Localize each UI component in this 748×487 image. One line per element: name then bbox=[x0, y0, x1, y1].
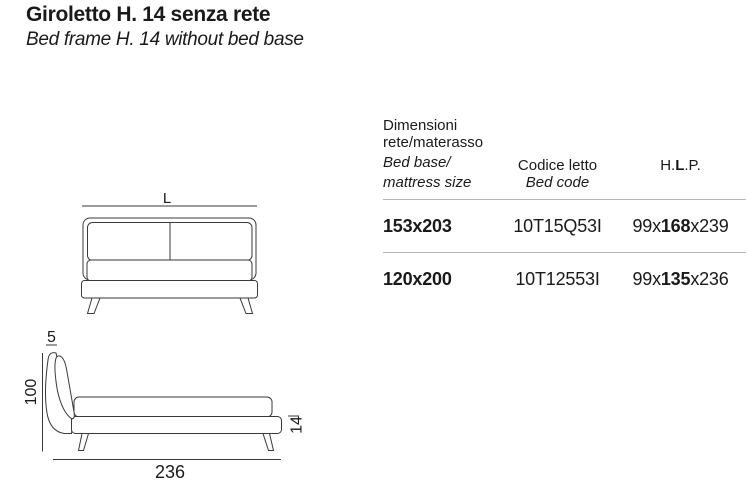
header-dimensions-line2: rete/materasso bbox=[383, 134, 484, 151]
header-bed-code-sub: Bed code bbox=[525, 174, 590, 191]
spec-table bbox=[383, 106, 746, 305]
mattress-side bbox=[74, 397, 272, 417]
frame-height-label: 14 bbox=[288, 416, 306, 434]
front-left-leg bbox=[88, 298, 101, 314]
side-left-leg bbox=[79, 434, 89, 451]
row-hlp-bold: 135 bbox=[660, 268, 691, 289]
side-right-leg bbox=[263, 434, 274, 451]
row-hlp-post: x239 bbox=[690, 215, 729, 236]
bed-side-view-drawing bbox=[18, 322, 310, 487]
header-dimensions-line1: Dimensioni bbox=[383, 117, 458, 134]
base-frame-front bbox=[82, 281, 258, 299]
row-hlp-pre: 99x bbox=[632, 215, 661, 236]
header-hlp bbox=[615, 157, 746, 191]
header-dimensions-line4: mattress size bbox=[383, 174, 472, 191]
row-hlp bbox=[615, 216, 746, 237]
table-row bbox=[383, 253, 746, 305]
page-subtitle: Bed frame H. 14 without bed base bbox=[26, 29, 304, 50]
header-bed-code bbox=[500, 157, 615, 191]
row-code: 10T12553I bbox=[515, 268, 600, 289]
row-hlp-pre: 99x bbox=[632, 268, 661, 289]
row-hlp-bold: 168 bbox=[660, 215, 691, 236]
base-frame-side bbox=[72, 417, 282, 434]
header-bed-code-main: Codice letto bbox=[517, 157, 598, 174]
header-hlp-pre: H. bbox=[660, 157, 676, 174]
table-header bbox=[383, 106, 746, 199]
row-hlp-post: x236 bbox=[690, 268, 729, 289]
mattress-front bbox=[87, 260, 252, 281]
header-dimensions-line3: Bed base/ bbox=[383, 154, 451, 171]
front-right-leg bbox=[240, 298, 253, 314]
bed-front-view-drawing bbox=[55, 185, 270, 320]
table-row bbox=[383, 200, 746, 252]
headboard-thickness-label: 5 bbox=[47, 329, 56, 346]
header-dimensions bbox=[383, 117, 500, 191]
header-hlp-bold: L bbox=[675, 157, 685, 174]
front-width-label: L bbox=[162, 190, 172, 207]
row-code: 10T15Q53I bbox=[513, 215, 602, 236]
header-hlp-post: .P. bbox=[684, 157, 701, 174]
total-length-label: 236 bbox=[154, 462, 186, 482]
row-hlp bbox=[615, 269, 746, 290]
total-height-label: 100 bbox=[23, 378, 40, 406]
row-size: 120x200 bbox=[383, 268, 452, 289]
row-size: 153x203 bbox=[383, 215, 452, 236]
page-title: Giroletto H. 14 senza rete bbox=[26, 3, 271, 26]
